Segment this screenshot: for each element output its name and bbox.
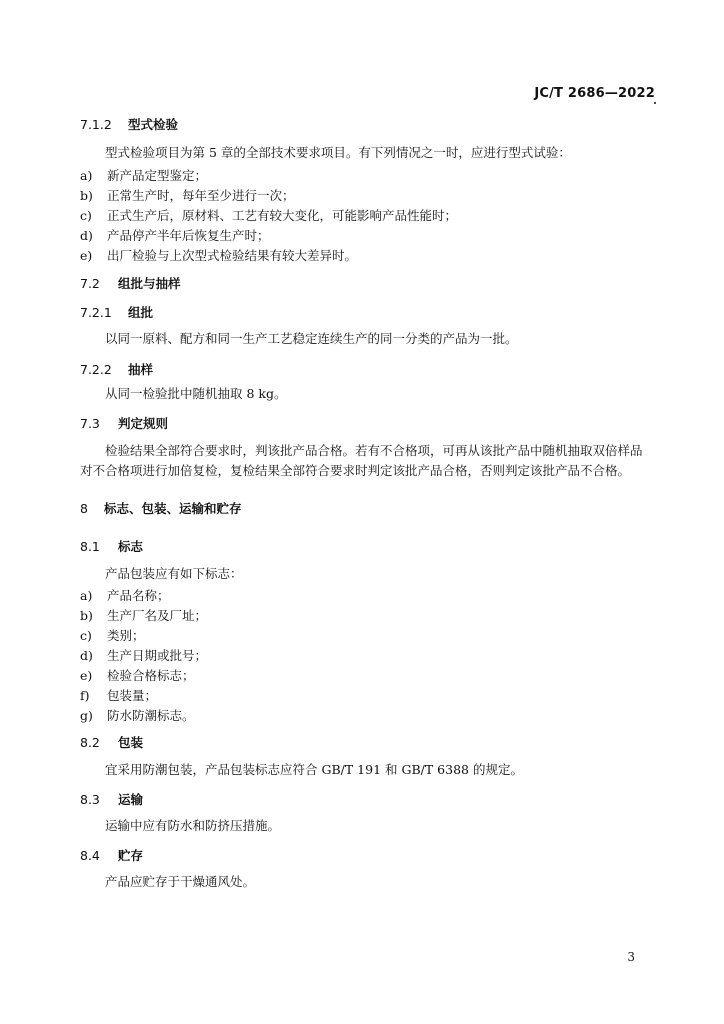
list-item	[80, 666, 195, 684]
section-number: 7.1.2	[80, 117, 112, 132]
section-title: 型式检验	[127, 117, 178, 132]
list-marker: a)	[80, 168, 93, 183]
list-item	[80, 206, 457, 224]
paragraph-batching: 以同一原料、配方和同一生产工艺稳定连续生产的同一分类的产品为一批。	[105, 331, 518, 346]
list-marker: e)	[80, 248, 93, 263]
section-title: 组批与抽样	[117, 276, 181, 291]
paragraph-transport: 运输中应有防水和防挤压措施。	[105, 818, 281, 833]
heading-8-4	[80, 846, 143, 864]
section-title: 标志、包装、运输和贮存	[103, 501, 242, 516]
paragraph-packaging: 宜采用防潮包装，产品包装标志应符合 GB/T 191 和 GB/T 6388 的规定。	[105, 762, 523, 777]
page-number: 3	[627, 950, 635, 964]
section-title: 判定规则	[117, 416, 168, 431]
list-item	[80, 686, 157, 704]
heading-8-3	[80, 790, 143, 808]
heading-7-3	[80, 414, 168, 432]
section-number: 8.4	[80, 848, 100, 863]
paragraph-storage: 产品应贮存于干燥通风处。	[105, 874, 256, 889]
list-marker: c)	[80, 628, 92, 643]
header-dot	[654, 102, 656, 104]
section-title: 标志	[117, 539, 143, 554]
section-title: 抽样	[127, 362, 153, 377]
section-title: 包装	[117, 735, 143, 750]
list-item	[80, 706, 195, 724]
paragraph-judgement-line-2: 对不合格项进行加倍复检，复检结果全部符合要求时判定该批产品合格，否则判定该批产品不合格。	[80, 463, 631, 478]
list-marker: f)	[80, 688, 90, 703]
section-number: 8.1	[80, 539, 100, 554]
heading-8	[80, 499, 242, 517]
section-title: 组批	[127, 305, 153, 320]
section-number: 8.2	[80, 735, 100, 750]
list-text: 生产日期或批号；	[107, 648, 208, 663]
list-text: 检验合格标志；	[107, 668, 195, 683]
list-marker: a)	[80, 588, 93, 603]
standard-code: JC/T 2686—2022	[534, 86, 655, 101]
list-text: 正常生产时，每年至少进行一次；	[107, 188, 295, 203]
section-title: 运输	[117, 792, 143, 807]
heading-7-2-1	[80, 303, 153, 321]
list-item	[80, 186, 295, 204]
list-text: 防水防潮标志。	[107, 708, 195, 723]
list-marker: b)	[80, 608, 93, 623]
heading-7-1-2	[80, 115, 178, 133]
list-item	[80, 226, 270, 244]
list-text: 产品名称；	[107, 588, 170, 603]
section-number: 7.2.1	[80, 305, 112, 320]
heading-7-2-2	[80, 360, 153, 378]
section-number: 7.2.2	[80, 362, 112, 377]
section-number: 8	[80, 501, 88, 516]
heading-7-2	[80, 274, 181, 292]
section-title: 贮存	[117, 848, 143, 863]
list-item	[80, 606, 207, 624]
list-text: 包装量；	[107, 688, 158, 703]
list-marker: c)	[80, 208, 92, 223]
list-item	[80, 586, 170, 604]
list-text: 出厂检验与上次型式检验结果有较大差异时。	[107, 248, 358, 263]
list-marker: g)	[80, 708, 93, 723]
list-text: 生产厂名及厂址；	[107, 608, 208, 623]
list-text: 产品停产半年后恢复生产时；	[107, 228, 270, 243]
list-text: 新产品定型鉴定；	[107, 168, 208, 183]
section-number: 7.3	[80, 416, 100, 431]
list-item	[80, 626, 145, 644]
list-marker: e)	[80, 668, 93, 683]
list-marker: d)	[80, 648, 93, 663]
section-number: 7.2	[80, 276, 100, 291]
paragraph-type-test-intro: 型式检验项目为第 5 章的全部技术要求项目。有下列情况之一时，应进行型式试验：	[105, 145, 571, 160]
list-text: 正式生产后，原材料、工艺有较大变化，可能影响产品性能时；	[107, 208, 458, 223]
section-number: 8.3	[80, 792, 100, 807]
paragraph-sampling: 从同一检验批中随机抽取 8 kg。	[105, 386, 287, 401]
heading-8-2	[80, 733, 143, 751]
list-item	[80, 246, 357, 264]
list-marker: b)	[80, 188, 93, 203]
paragraph-judgement-line-1: 检验结果全部符合要求时，判该批产品合格。若有不合格项，可再从该批产品中随机抽取双倍样品	[105, 443, 643, 458]
list-item	[80, 166, 207, 184]
list-marker: d)	[80, 228, 93, 243]
paragraph-marking-intro: 产品包装应有如下标志：	[105, 566, 243, 581]
list-text: 类别；	[107, 628, 145, 643]
heading-8-1	[80, 537, 143, 555]
list-item	[80, 646, 207, 664]
